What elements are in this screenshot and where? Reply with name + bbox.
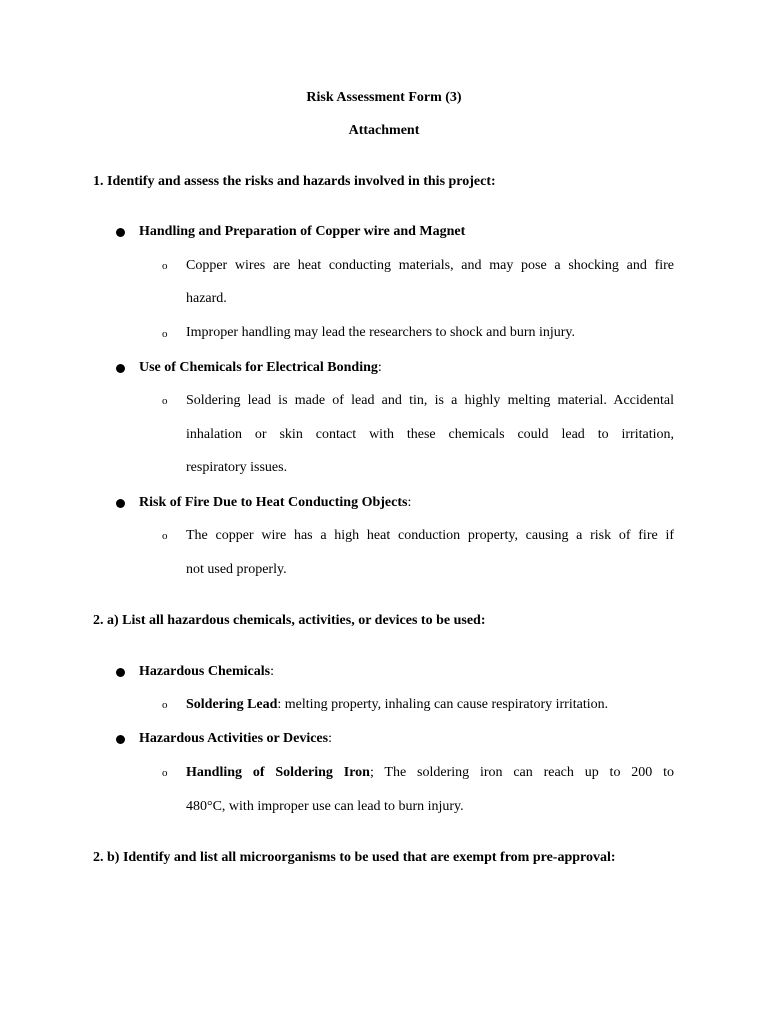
- page-title: Risk Assessment Form (3): [306, 90, 462, 105]
- sub-bullet-marker: o: [162, 260, 168, 272]
- sub-bullet-marker: o: [162, 328, 168, 340]
- bullet-marker: [116, 668, 125, 677]
- bullet-label: Risk of Fire Due to Heat Conducting Objects: [139, 495, 408, 510]
- sub-bullet-line: Soldering Lead: melting property, inhaling can cause respiratory irritation.: [186, 697, 609, 712]
- bullet-item: Risk of Fire Due to Heat Conducting Objects:: [139, 495, 412, 510]
- bullet-label: Use of Chemicals for Electrical Bonding: [139, 360, 378, 375]
- bullet-label: Handling and Preparation of Copper wire and Magnet: [139, 224, 466, 239]
- section-1-heading: 1. Identify and assess the risks and hazards involved in this project:: [93, 174, 496, 189]
- section-2a-heading: 2. a) List all hazardous chemicals, activities, or devices to be used:: [93, 613, 486, 628]
- bullet-item: Hazardous Activities or Devices:: [139, 731, 332, 746]
- sub-bullet-line: 480°C, with improper use can lead to burn injury.: [186, 799, 464, 814]
- sub-bullet-line: respiratory issues.: [186, 460, 288, 475]
- bullet-item: Hazardous Chemicals:: [139, 664, 274, 679]
- sub-bullet-marker: o: [162, 530, 168, 542]
- sub-bullet-marker: o: [162, 767, 168, 779]
- sub-bullet-marker: o: [162, 699, 168, 711]
- sub-bullet-line: The copper wire has a high heat conduction property, causing a risk of fire if: [186, 528, 674, 543]
- bullet-marker: [116, 499, 125, 508]
- bullet-marker: [116, 735, 125, 744]
- sub-bullet-line: hazard.: [186, 291, 227, 306]
- section-2b-heading: 2. b) Identify and list all microorganisms to be used that are exempt from pre-approval:: [93, 850, 616, 865]
- sub-bullet-line: Improper handling may lead the researchers to shock and burn injury.: [186, 325, 576, 340]
- sub-bullet-line: Handling of Soldering Iron; The soldering iron can reach up to 200 to: [186, 765, 674, 780]
- sub-bullet-marker: o: [162, 395, 168, 407]
- sub-bullet-line: Soldering lead is made of lead and tin, is a highly melting material. Accidental: [186, 393, 674, 408]
- sub-bullet-line: not used properly.: [186, 562, 287, 577]
- sub-bullet-line: inhalation or skin contact with these chemicals could lead to irritation,: [186, 427, 674, 442]
- bullet-label: Hazardous Chemicals: [139, 664, 271, 679]
- sub-bullet-line: Copper wires are heat conducting materials, and may pose a shocking and fire: [186, 258, 674, 273]
- bullet-item: [139, 223, 465, 240]
- bullet-item: Use of Chemicals for Electrical Bonding:: [139, 360, 382, 375]
- bullet-marker: [116, 364, 125, 373]
- bullet-label: Hazardous Activities or Devices: [139, 731, 329, 746]
- page-subtitle: Attachment: [348, 123, 420, 138]
- bullet-marker: [116, 228, 125, 237]
